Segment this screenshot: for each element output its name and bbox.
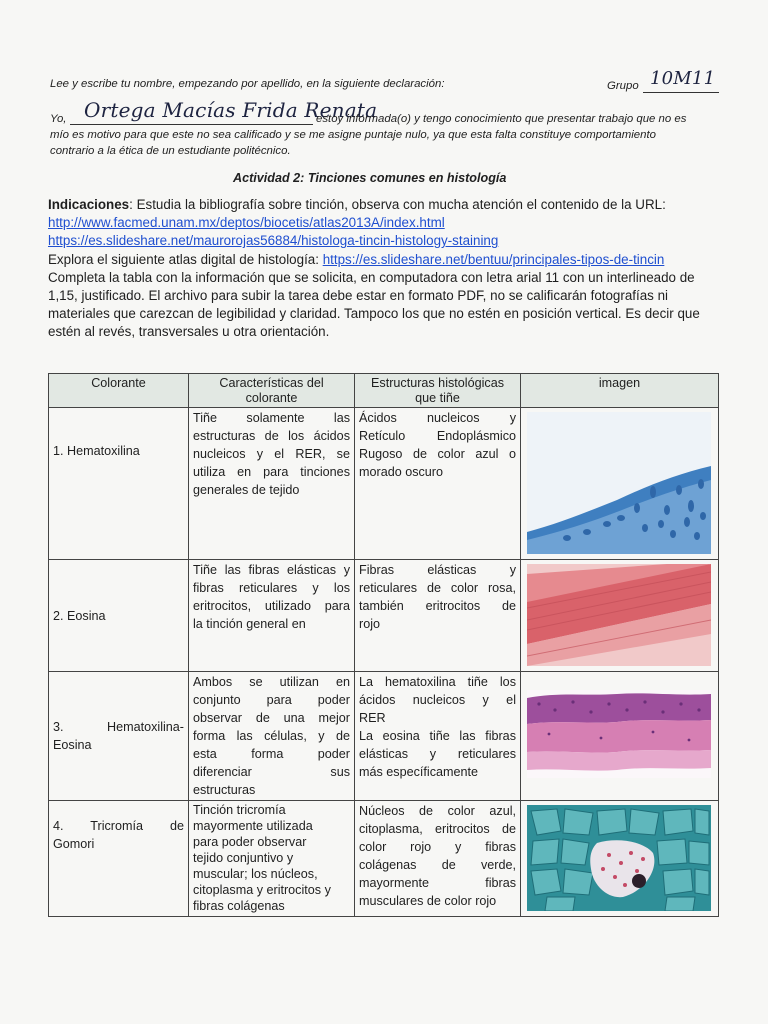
text-line: Fibras elásticas y [359, 563, 516, 577]
declaration-line1: estoy informada(o) y tengo conocimiento que presentar trabajo que no es [316, 113, 687, 125]
text-line: esta forma poder [193, 747, 350, 761]
text-line: tejido conjuntivo y [193, 851, 294, 865]
declaration-line3: contrario a la ética de un estudiante politécnico. [50, 145, 291, 157]
cell-colorante [49, 672, 189, 801]
text-line: mayormente fibras [359, 876, 516, 890]
colorante-name: 3. Hematoxilina- [53, 720, 184, 734]
text-line: estructuras de los ácidos [193, 429, 350, 443]
url-slideshare-staining-link[interactable]: https://es.slideshare.net/maurorojas56884/histologa-tincin-histology-staining [48, 233, 499, 249]
text-line: muscular; los núcleos, [193, 867, 318, 881]
student-name: Ortega Macías Frida Renata [84, 98, 378, 122]
cell-colorante [49, 801, 189, 917]
cell-colorante [49, 408, 189, 560]
text-line: generales de tejido [193, 483, 300, 497]
text-line: Tiñe las fibras elásticas y [193, 563, 350, 577]
cell-imagen [521, 408, 719, 560]
declaration-line2: mío es motivo para que este no sea calificado y se me asigne puntaje nulo, ya que esta falta constituye comportamiento [50, 129, 656, 141]
table-row [49, 560, 719, 672]
text-line: también eritrocitos de [359, 599, 516, 613]
table-header-row [49, 374, 719, 408]
text-line: color rojo y fibras [359, 840, 516, 854]
table-row [49, 408, 719, 560]
text-line: Tinción tricromía [193, 803, 286, 817]
cell-imagen [521, 672, 719, 801]
text-line: para poder observar [193, 835, 307, 849]
text-line: fibras reticulares y los [193, 581, 350, 595]
text-line: fibras colágenas [193, 899, 285, 913]
text-line: citoplasma, eritrocitos de [359, 822, 516, 836]
indications-block [48, 196, 728, 342]
cell-estructuras [355, 560, 521, 672]
colorante-name-cont: Eosina [53, 738, 92, 752]
text-line: mayormente utilizada [193, 819, 313, 833]
indications-text4: 1,15, justificado. El archivo para subir la tarea debe estar en formato PDF, no se calificarán fotografías ni [48, 288, 669, 304]
stains-table [48, 373, 719, 917]
text-line: nucleicos y el RER, se [193, 447, 350, 461]
colorante-name-cont: Gomori [53, 837, 95, 851]
declaration-yo: Yo, [50, 113, 67, 125]
text-line: la tinción general en [193, 617, 306, 631]
header-estructuras: Estructuras histológicas que tiñe [355, 374, 521, 408]
text-line: La hematoxilina tiñe los [359, 675, 516, 689]
text-line: morado oscuro [359, 465, 443, 479]
text-line: Rugoso de color azul o [359, 447, 516, 461]
text-line: RER [359, 711, 386, 725]
indications-text1: : Estudia la bibliografía sobre tinción, observa con mucha atención el contenido de la URL: [129, 197, 666, 212]
text-line: Retículo Endoplásmico [359, 429, 516, 443]
cell-estructuras [355, 801, 521, 917]
colorante-name: 2. Eosina [53, 608, 106, 623]
table-row [49, 672, 719, 801]
header-caracteristicas: Características del colorante [189, 374, 355, 408]
cell-caracteristicas [189, 408, 355, 560]
text-line: La eosina tiñe las fibras [359, 729, 516, 743]
cell-estructuras [355, 408, 521, 560]
indications-text2: Explora el siguiente atlas digital de histología: [48, 251, 323, 267]
indications-label: Indicaciones [48, 197, 130, 212]
declaration-instruction: Lee y escribe tu nombre, empezando por apellido, en la siguiente declaración: [50, 78, 445, 90]
indications-text5: materiales que carezcan de legibilidad y claridad. Tampoco los que no estén en posición vertical. Es decir que [48, 306, 700, 322]
cell-caracteristicas [189, 672, 355, 801]
hematoxylin-eosin-micrograph [527, 690, 711, 778]
text-line: Núcleos de color azul, [359, 804, 516, 818]
indications-text3: Completa la tabla con la información que se solicita, en computadora con letra arial 11 con un interlineado de [48, 269, 695, 285]
text-line: Ambos se utilizan en [193, 675, 350, 689]
text-line: Tiñe solamente las [193, 411, 350, 425]
text-line: estructuras [193, 783, 256, 797]
group-label: Grupo [607, 80, 639, 92]
text-line: eritrocitos, utilizado para [193, 599, 350, 613]
text-line: musculares de color rojo [359, 894, 497, 908]
text-line: elásticas y reticulares [359, 747, 516, 761]
text-line: forma las células, y de [193, 729, 350, 743]
colorante-name: 4. Tricromía de [53, 819, 184, 833]
name-underline [70, 124, 313, 125]
cell-imagen [521, 801, 719, 917]
text-line: citoplasma y eritrocitos y [193, 883, 331, 897]
text-line: observar de una mejor [193, 711, 350, 725]
header-colorante: Colorante [49, 374, 189, 408]
header-imagen: imagen [521, 374, 719, 408]
text-line: colágenas de verde, [359, 858, 516, 872]
text-line: ácidos nucleicos y el [359, 693, 516, 707]
text-line: reticulares de color rosa, [359, 581, 516, 595]
text-line: conjunto para poder [193, 693, 350, 707]
text-line: rojo [359, 617, 380, 631]
cell-estructuras [355, 672, 521, 801]
url-facmed-link[interactable]: http://www.facmed.unam.mx/deptos/biocetis/atlas2013A/index.html [48, 215, 445, 231]
text-line: diferenciar sus [193, 765, 350, 779]
hematoxylin-micrograph [527, 412, 711, 554]
eosin-micrograph [527, 564, 711, 666]
url-slideshare-tipos-link[interactable]: https://es.slideshare.net/bentuu/principales-tipos-de-tincin [322, 251, 665, 267]
colorante-name: 1. Hematoxilina [53, 444, 140, 458]
cell-caracteristicas [189, 801, 355, 917]
table-row [49, 801, 719, 917]
text-line: más específicamente [359, 765, 478, 779]
activity-title: Actividad 2: Tinciones comunes en histología [233, 171, 507, 185]
cell-caracteristicas [189, 560, 355, 672]
group-underline [643, 92, 719, 93]
cell-imagen [521, 560, 719, 672]
gomori-trichrome-micrograph [527, 805, 711, 911]
indications-text6: estén al revés, transversales u otra orientación. [48, 324, 330, 340]
group-value: 10M11 [650, 68, 716, 89]
text-line: utiliza en para tinciones [193, 465, 350, 479]
text-line: Ácidos nucleicos y [359, 411, 516, 425]
cell-colorante [49, 560, 189, 672]
